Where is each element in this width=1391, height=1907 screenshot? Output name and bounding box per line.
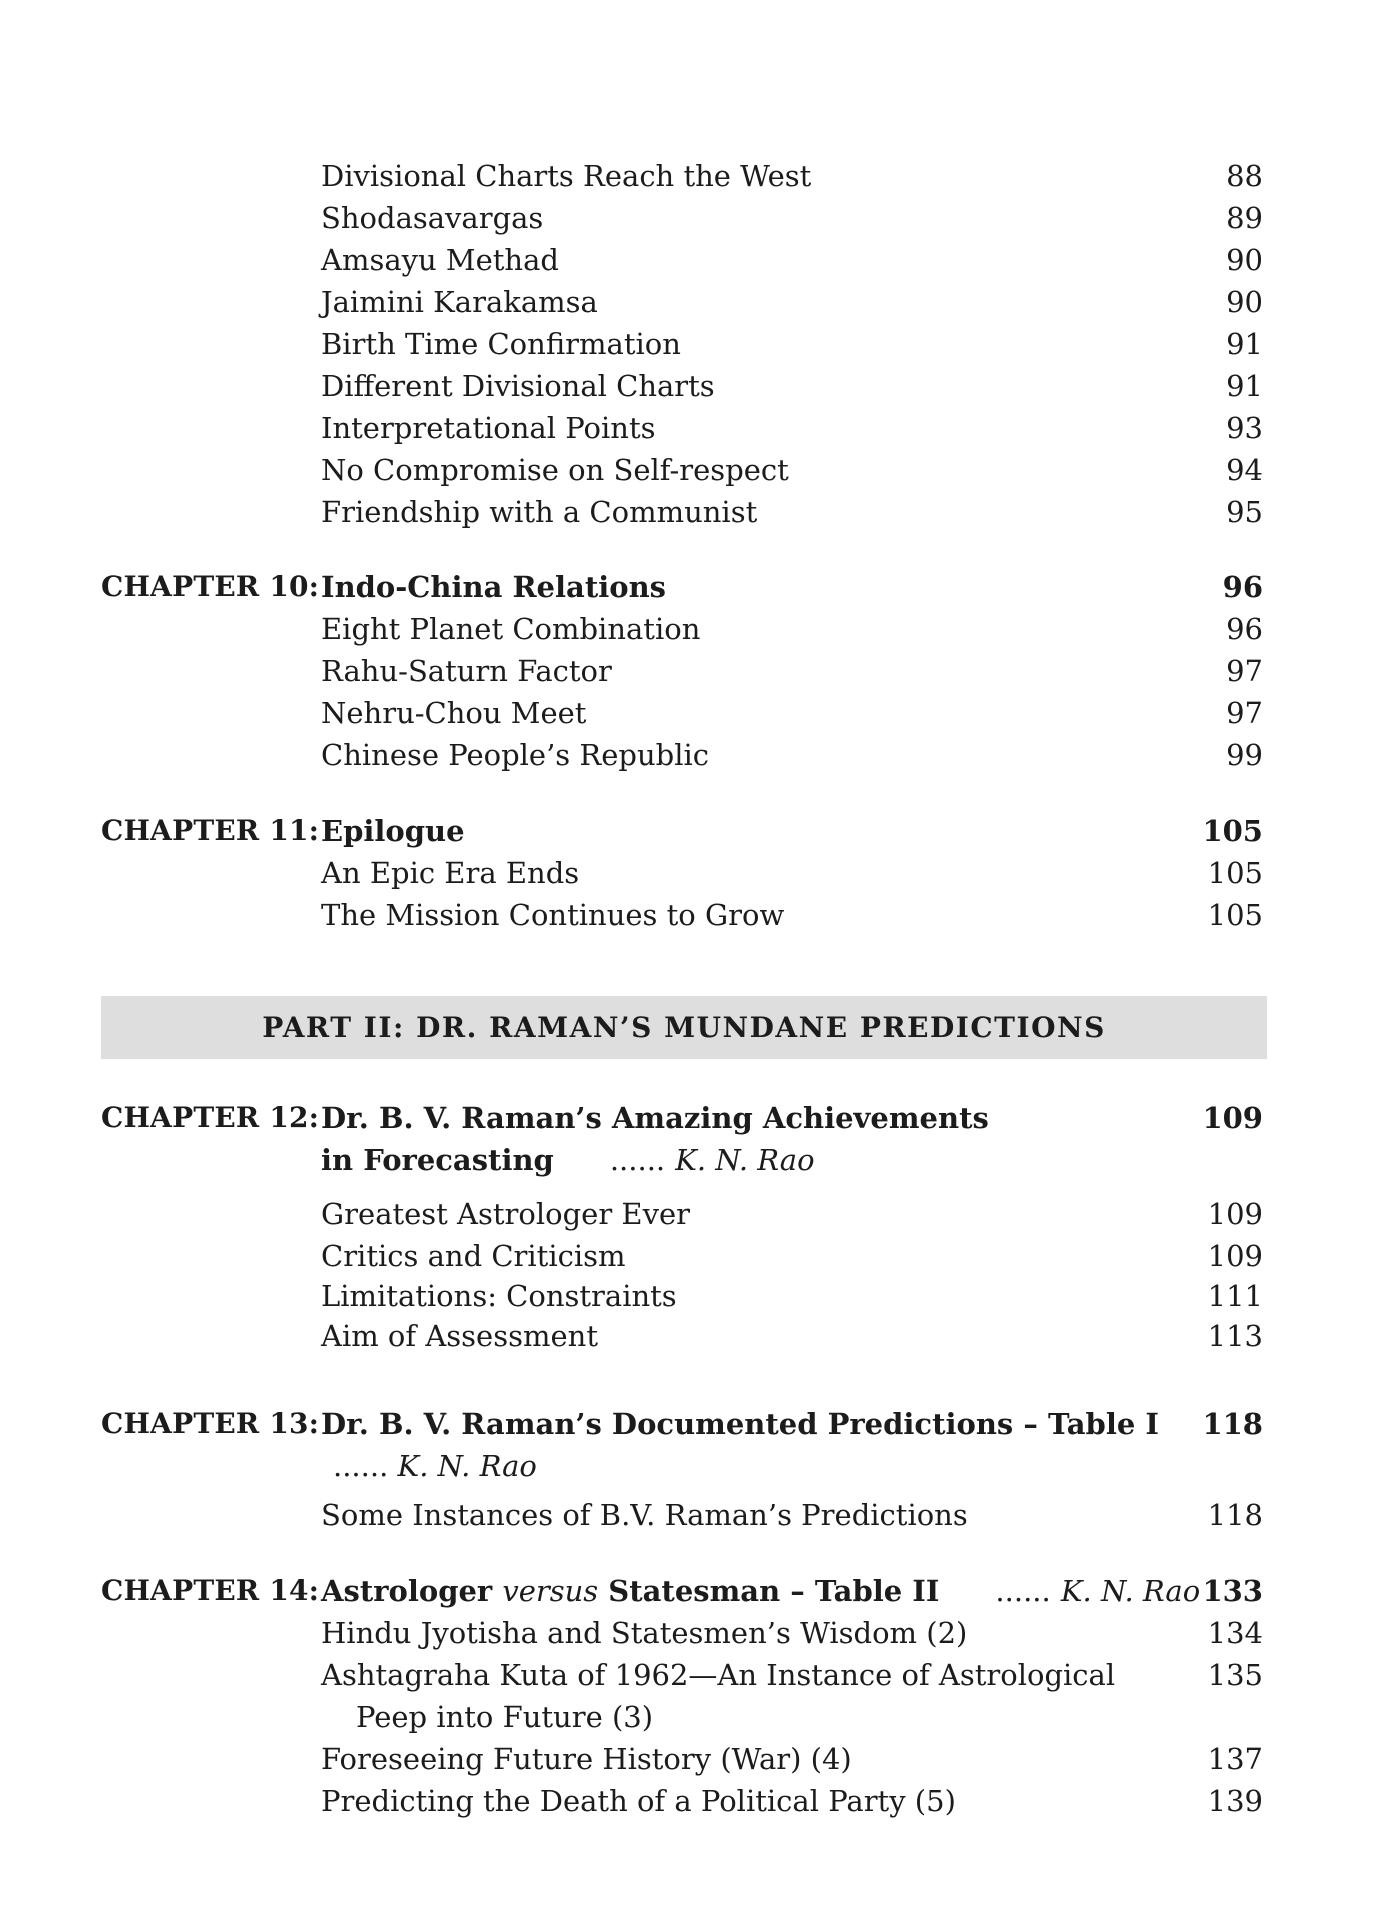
toc-entry	[0, 693, 1391, 733]
chapter-page: 109	[1202, 1101, 1263, 1135]
entry-title: Eight Planet Combination	[321, 612, 701, 646]
entry-page: 118	[1207, 1498, 1263, 1532]
entry-title: The Mission Continues to Grow	[321, 898, 785, 932]
toc-entry	[0, 156, 1391, 196]
entry-title: An Epic Era Ends	[321, 856, 580, 890]
chapter-page: 133	[1202, 1574, 1263, 1608]
entry-page: 96	[1226, 612, 1263, 646]
toc-entry	[0, 324, 1391, 364]
toc-entry	[0, 408, 1391, 448]
entry-title: Interpretational Points	[321, 411, 656, 445]
toc-entry	[0, 895, 1391, 935]
chapter-title: Dr. B. V. Raman’s Documented Predictions – Table I	[321, 1407, 1159, 1441]
entry-title: Nehru-Chou Meet	[321, 696, 587, 730]
toc-entry	[0, 492, 1391, 532]
entry-page: 95	[1226, 495, 1263, 529]
entry-title: Predicting the Death of a Political Party (5)	[321, 1784, 956, 1818]
chapter-label: CHAPTER 14:	[101, 1574, 320, 1607]
entry-page: 105	[1207, 856, 1263, 890]
author-name: K. N. Rao	[1060, 1574, 1201, 1608]
entry-title: Jaimini Karakamsa	[321, 285, 598, 319]
entry-page: 97	[1226, 696, 1263, 730]
entry-page: 89	[1226, 201, 1263, 235]
toc-entry	[0, 282, 1391, 322]
toc-entry	[0, 1739, 1391, 1779]
entry-page: 99	[1226, 738, 1263, 772]
chapter-heading	[0, 811, 1391, 851]
toc-entry	[0, 735, 1391, 775]
entry-page: 135	[1207, 1658, 1263, 1692]
entry-title: Hindu Jyotisha and Statesmen’s Wisdom (2)	[321, 1616, 968, 1650]
toc-entry	[0, 1276, 1391, 1316]
entry-page: 93	[1226, 411, 1263, 445]
entry-title: Some Instances of B.V. Raman’s Predictions	[321, 1498, 968, 1532]
entry-page: 134	[1207, 1616, 1263, 1650]
chapter-author	[333, 1446, 537, 1486]
toc-entry	[0, 651, 1391, 691]
toc-entry	[0, 366, 1391, 406]
entry-title: Greatest Astrologer Ever	[321, 1197, 690, 1231]
toc-entry	[0, 450, 1391, 490]
entry-page: 137	[1207, 1742, 1263, 1776]
entry-title: Critics and Criticism	[321, 1239, 626, 1273]
entry-page: 109	[1207, 1239, 1263, 1273]
entry-page: 90	[1226, 243, 1263, 277]
entry-title: Aim of Assessment	[321, 1319, 598, 1353]
toc-entry	[0, 1495, 1391, 1535]
author-dots: ......	[995, 1574, 1051, 1608]
entry-page: 97	[1226, 654, 1263, 688]
entry-title: Rahu-Saturn Factor	[321, 654, 612, 688]
entry-page: 105	[1207, 898, 1263, 932]
entry-page: 91	[1226, 369, 1263, 403]
author-dots: ......	[609, 1143, 666, 1177]
toc-entry	[0, 198, 1391, 238]
part-banner: PART II: DR. RAMAN’S MUNDANE PREDICTIONS	[101, 996, 1267, 1059]
chapter-title-cont	[321, 1140, 815, 1180]
toc-entry	[0, 1316, 1391, 1356]
chapter-page: 96	[1222, 570, 1263, 604]
toc-entry	[0, 609, 1391, 649]
toc-entry	[0, 240, 1391, 280]
toc-entry	[0, 1194, 1391, 1234]
toc-entry	[0, 853, 1391, 893]
entry-page: 109	[1207, 1197, 1263, 1231]
entry-page: 113	[1207, 1319, 1263, 1353]
entry-page: 91	[1226, 327, 1263, 361]
entry-title: Limitations: Constraints	[321, 1279, 677, 1313]
chapter-heading	[0, 1404, 1391, 1444]
author-name: K. N. Rao	[397, 1449, 537, 1483]
entry-title: Friendship with a Communist	[321, 495, 758, 529]
entry-title-cont: Peep into Future (3)	[356, 1700, 654, 1734]
chapter-title-line2: in Forecasting	[321, 1143, 554, 1177]
entry-title: Different Divisional Charts	[321, 369, 715, 403]
entry-page: 139	[1207, 1784, 1263, 1818]
entry-title: Chinese People’s Republic	[321, 738, 709, 772]
chapter-title-versus: versus	[502, 1574, 599, 1608]
toc-entry-cont	[0, 1697, 1391, 1737]
entry-title: Ashtagraha Kuta of 1962—An Instance of Astrological	[321, 1658, 1116, 1692]
chapter-label: CHAPTER 10:	[101, 570, 320, 603]
chapter-heading	[0, 1098, 1391, 1138]
entry-title: Amsayu Methad	[321, 243, 559, 277]
chapter-label: CHAPTER 12:	[101, 1101, 320, 1134]
chapter-page: 105	[1202, 814, 1263, 848]
toc-entry	[0, 1781, 1391, 1821]
chapter-title-part-a: Astrologer	[321, 1574, 493, 1608]
entry-title: Shodasavargas	[321, 201, 544, 235]
chapter-heading	[0, 1571, 1391, 1611]
entry-title: Foreseeing Future History (War) (4)	[321, 1742, 852, 1776]
entry-page: 111	[1207, 1279, 1263, 1313]
entry-page: 90	[1226, 285, 1263, 319]
chapter-title-part-b: Statesman – Table II	[608, 1574, 940, 1608]
toc-entry	[0, 1236, 1391, 1276]
chapter-title	[321, 1571, 1200, 1611]
entry-page: 88	[1226, 159, 1263, 193]
chapter-title: Epilogue	[321, 814, 465, 848]
chapter-heading-cont	[0, 1140, 1391, 1180]
toc-entry	[0, 1613, 1391, 1653]
chapter-page: 118	[1202, 1407, 1263, 1441]
entry-page: 94	[1226, 453, 1263, 487]
chapter-title: Dr. B. V. Raman’s Amazing Achievements	[321, 1101, 989, 1135]
author-dots: ......	[333, 1449, 389, 1483]
entry-title: Divisional Charts Reach the West	[321, 159, 812, 193]
chapter-label: CHAPTER 11:	[101, 814, 320, 847]
toc-entry	[0, 1655, 1391, 1695]
chapter-title: Indo-China Relations	[321, 570, 666, 604]
chapter-author-line	[0, 1446, 1391, 1486]
entry-title: No Compromise on Self-respect	[321, 453, 789, 487]
author-name: K. N. Rao	[675, 1143, 815, 1177]
chapter-label: CHAPTER 13:	[101, 1407, 320, 1440]
entry-title: Birth Time Confirmation	[321, 327, 681, 361]
chapter-heading	[0, 567, 1391, 607]
